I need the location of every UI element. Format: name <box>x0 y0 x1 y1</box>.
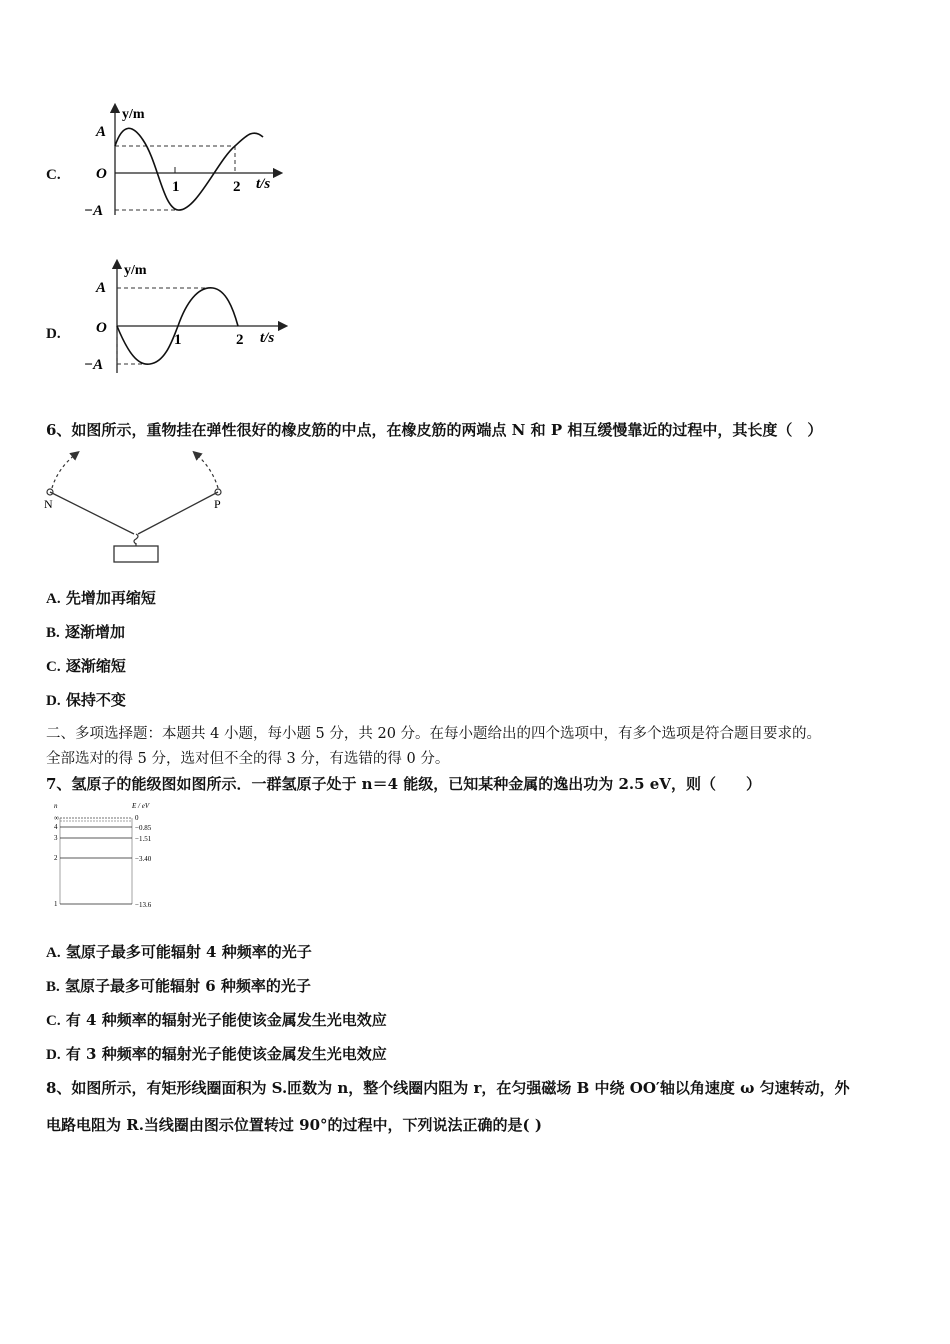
option-letter: D. <box>46 693 61 709</box>
weight-block <box>114 546 158 562</box>
option-text: 氢原子最多可能辐射 4 种频率的光子 <box>65 943 312 961</box>
q7-option-c <box>46 1010 387 1031</box>
q7-option-d <box>46 1044 387 1065</box>
q7-option-a <box>46 942 312 963</box>
option-d-graph <box>78 258 298 378</box>
amp-neg-label: −A <box>84 203 104 219</box>
q6-option-b <box>46 622 125 643</box>
q6-option-d <box>46 690 126 711</box>
option-text: 先增加再缩短 <box>65 589 156 607</box>
band-left <box>50 492 134 534</box>
label-p: P <box>214 497 221 511</box>
e-label-3: −1.51 <box>135 835 152 843</box>
n-arrow <box>52 454 76 488</box>
n-label-inf: ∞ <box>54 814 59 822</box>
amp-pos-label: A <box>96 124 107 140</box>
p-arrow <box>196 454 218 488</box>
q8-line2: 电路电阻为 R.当线圈由图示位置转过 90°的过程中，下列说法正确的是( ) <box>46 1116 542 1134</box>
x-axis-label: t/s <box>256 176 271 192</box>
tick-1-label: 1 <box>174 332 182 348</box>
e-label-2: −3.40 <box>135 855 152 863</box>
hook <box>134 534 138 544</box>
e-label-1: −13.6 <box>135 901 152 909</box>
option-d-label: D. <box>46 326 61 342</box>
section2-line1: 二、多项选择题：本题共 4 小题，每小题 5 分，共 20 分。在每小题给出的四个选项中，有多个选项是符合题目要求的。 <box>46 726 822 742</box>
q6-figure <box>40 448 230 568</box>
option-letter: D. <box>46 1047 61 1063</box>
option-c-graph <box>78 100 298 220</box>
q7-energy-diagram <box>48 800 178 915</box>
q7-option-b <box>46 976 311 997</box>
amp-pos-label: A <box>96 280 107 296</box>
option-text: 氢原子最多可能辐射 6 种频率的光子 <box>65 977 311 995</box>
option-letter: C. <box>46 1013 61 1029</box>
option-letter: C. <box>46 659 61 675</box>
y-axis-label: y/m <box>124 263 147 278</box>
q7-stem: 7、氢原子的能级图如图所示．一群氢原子处于 n＝4 能级，已知某种金属的逸出功为 2.5 eV，则（ ） <box>46 775 761 793</box>
option-text: 有 4 种频率的辐射光子能使该金属发生光电效应 <box>65 1011 387 1029</box>
n-header: n <box>54 802 58 810</box>
option-text: 逐渐增加 <box>65 623 126 641</box>
q8-line1: 8、如图所示，有矩形线圈面积为 S.匝数为 n，整个线圈内阻为 r，在匀强磁场 B 中绕 OO′轴以角速度 ω 匀速转动，外 <box>46 1079 850 1097</box>
origin-label: O <box>96 320 107 336</box>
e-label-inf: 0 <box>135 814 139 822</box>
label-n: N <box>44 497 53 511</box>
amp-neg-label: −A <box>84 357 104 373</box>
n-label-1: 1 <box>54 900 58 908</box>
option-text: 保持不变 <box>65 691 126 709</box>
wave-curve <box>115 128 263 210</box>
y-axis-label: y/m <box>122 107 145 122</box>
option-c-label: C. <box>46 167 61 183</box>
n-label-4: 4 <box>54 823 58 831</box>
option-letter: A. <box>46 945 61 961</box>
n-label-2: 2 <box>54 854 58 862</box>
origin-label: O <box>96 166 107 182</box>
option-letter: B. <box>46 979 60 995</box>
option-text: 有 3 种频率的辐射光子能使该金属发生光电效应 <box>65 1045 387 1063</box>
q6-option-c <box>46 656 126 677</box>
e-label-4: −0.85 <box>135 824 152 832</box>
tick-2-label: 2 <box>233 179 241 195</box>
band-right <box>138 492 218 534</box>
q6-stem: 6、如图所示，重物挂在弹性很好的橡皮筋的中点，在橡皮筋的两端点 N 和 P 相互缓慢靠近的过程中，其长度（ ） <box>46 421 823 439</box>
option-text: 逐渐缩短 <box>65 657 126 675</box>
e-header: E / eV <box>132 802 150 810</box>
option-letter: B. <box>46 625 60 641</box>
tick-1-label: 1 <box>172 179 180 195</box>
section2-line2: 全部选对的得 5 分，选对但不全的得 3 分，有选错的得 0 分。 <box>46 751 450 767</box>
option-letter: A. <box>46 591 61 607</box>
tick-2-label: 2 <box>236 332 244 348</box>
q6-option-a <box>46 588 156 609</box>
n-label-3: 3 <box>54 834 58 842</box>
x-axis-label: t/s <box>260 330 275 346</box>
